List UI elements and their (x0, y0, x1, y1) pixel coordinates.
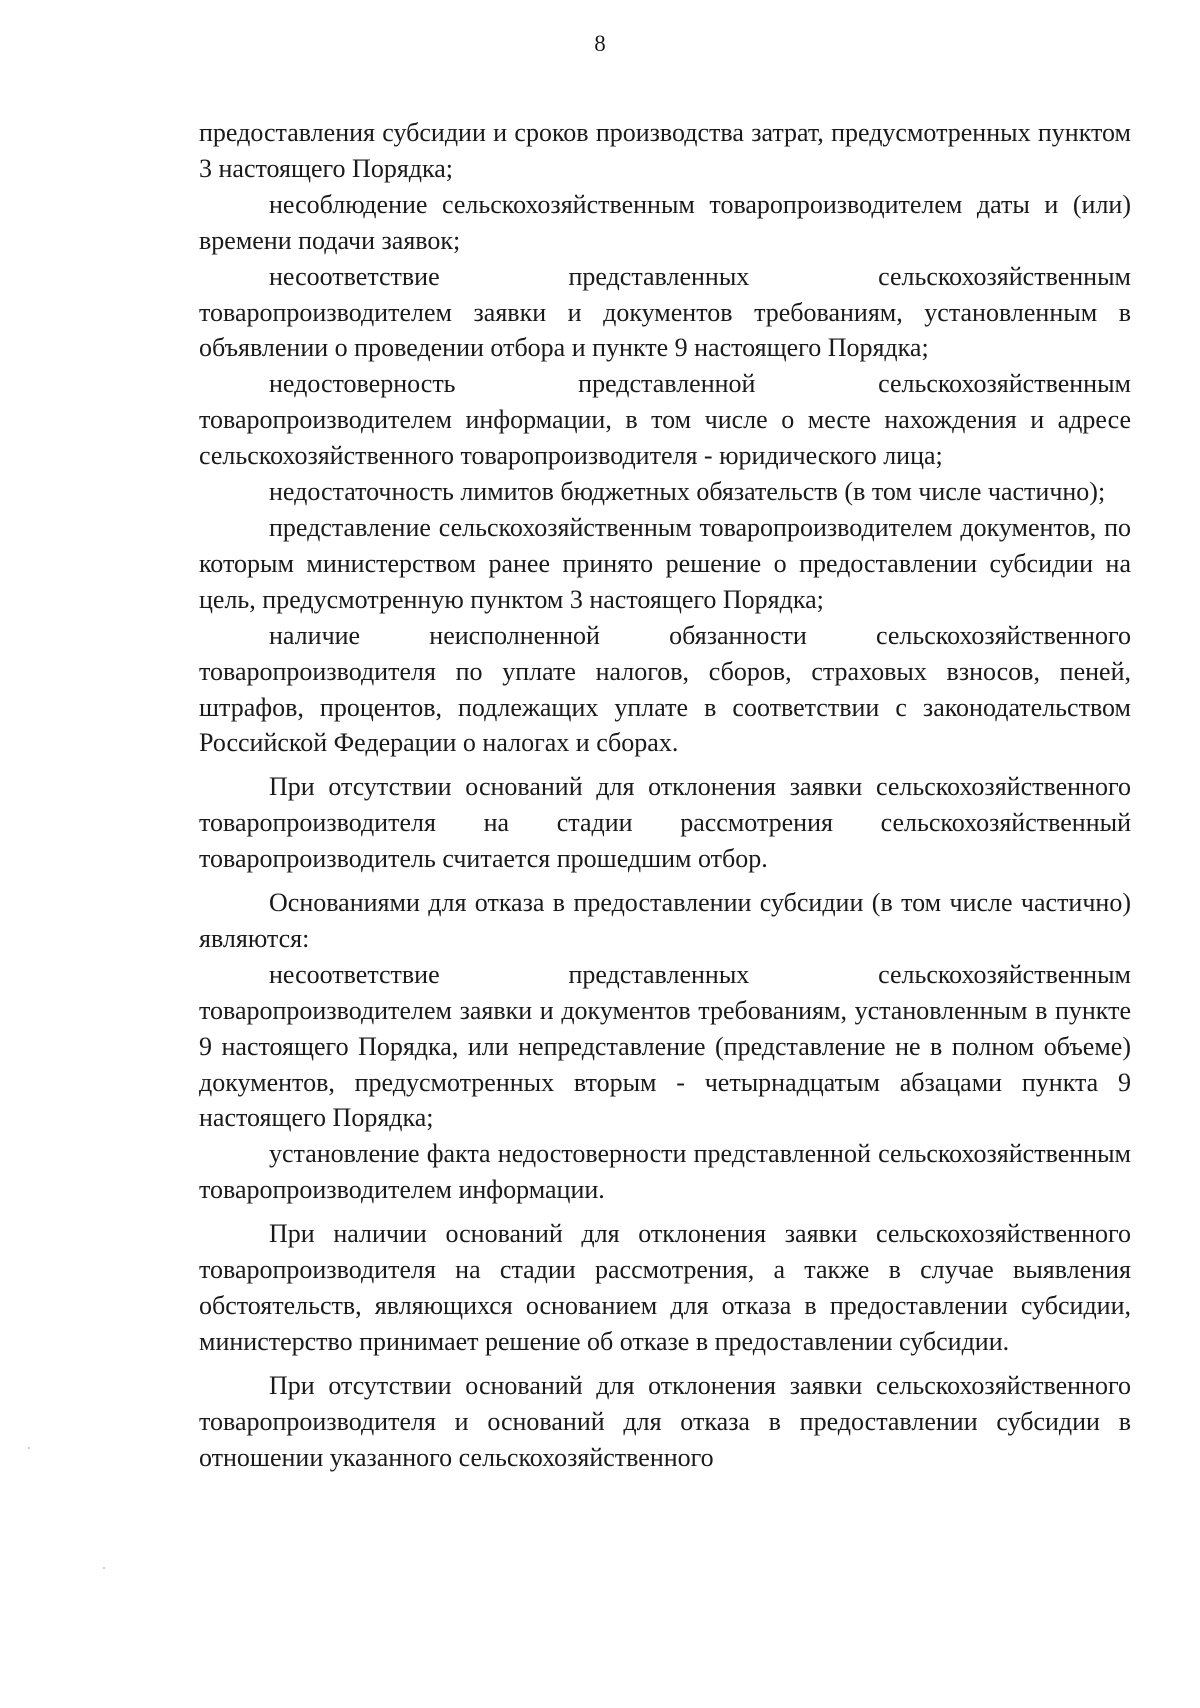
page-number: 8 (594, 31, 606, 56)
paragraph-refusal-decision: При наличии оснований для отклонения заявки сельскохозяйственного товаропроизводителя на стадии рассмотрения, а также в случае выявления обстоятельств, являющихся основанием для отказа в предоставлении субсидии, министерство принимает решение об отказе в предоставлении субсидии. (199, 1219, 1131, 1356)
paragraph-deadline-violation: несоблюдение сельскохозяйственным товаропроизводителем даты и (или) времени подачи заявок; (199, 189, 1131, 255)
paragraph-unreliable-information: установление факта недостоверности представленной сельскохозяйственным товаропроизводителем информации. (199, 1139, 1131, 1205)
paragraph-continuation: предоставления субсидии и сроков производства затрат, предусмотренных пунктом 3 настоящего Порядка; (199, 118, 1131, 183)
paragraph-documents-mismatch: несоответствие представленных сельскохозяйственным товаропроизводителем заявки и документов требованиям, установленным в пункте 9 настоящего Порядка, или непредставление (представление не в полном объеме) документов, предусмотренных вторым - четырнадцатым абзацами пункта 9 настоящего Порядка; (199, 959, 1131, 1133)
paragraph-selection-passed: При отсутствии оснований для отклонения заявки сельскохозяйственного товаропроизводителя на стадии рассмотрения сельскохозяйственный товаропроизводитель считается прошедшим отбор. (199, 772, 1131, 874)
paragraph-no-grounds: При отсутствии оснований для отклонения заявки сельскохозяйственного товаропроизводителя и оснований для отказа в предоставлении субсидии в отношении указанного сельскохозяйственного (199, 1370, 1131, 1472)
paragraph-refusal-grounds: Основаниями для отказа в предоставлении субсидии (в том числе частично) являются: (199, 888, 1131, 953)
paragraph-duplicate-documents: представление сельскохозяйственным товаропроизводителем документов, по которым министерством ранее принято решение о предоставлении субсидии на цель, предусмотренную пунктом 3 настоящего Порядка; (199, 512, 1131, 614)
paragraph-false-information: недостоверность представленной сельскохозяйственным товаропроизводителем информации, в том числе о месте нахождения и адресе сельскохозяйственного товаропроизводителя - юридического лица; (199, 369, 1131, 471)
document-body (199, 115, 1131, 1476)
scan-speck (28, 1447, 30, 1449)
paragraph-requirements-mismatch: несоответствие представленных сельскохозяйственным товаропроизводителем заявки и документов требованиям, установленным в объявлении о проведении отбора и пункте 9 настоящего Порядка; (199, 261, 1131, 363)
scan-speck (103, 1567, 105, 1569)
paragraph-tax-obligations: наличие неисполненной обязанности сельскохозяйственного товаропроизводителя по уплате налогов, сборов, страховых взносов, пеней, штрафов, процентов, подлежащих уплате в соответствии с законодательством Российской Федерации о налогах и сборах. (199, 620, 1131, 758)
paragraph-budget-limits: недостаточность лимитов бюджетных обязательств (в том числе частично); (269, 477, 1106, 507)
